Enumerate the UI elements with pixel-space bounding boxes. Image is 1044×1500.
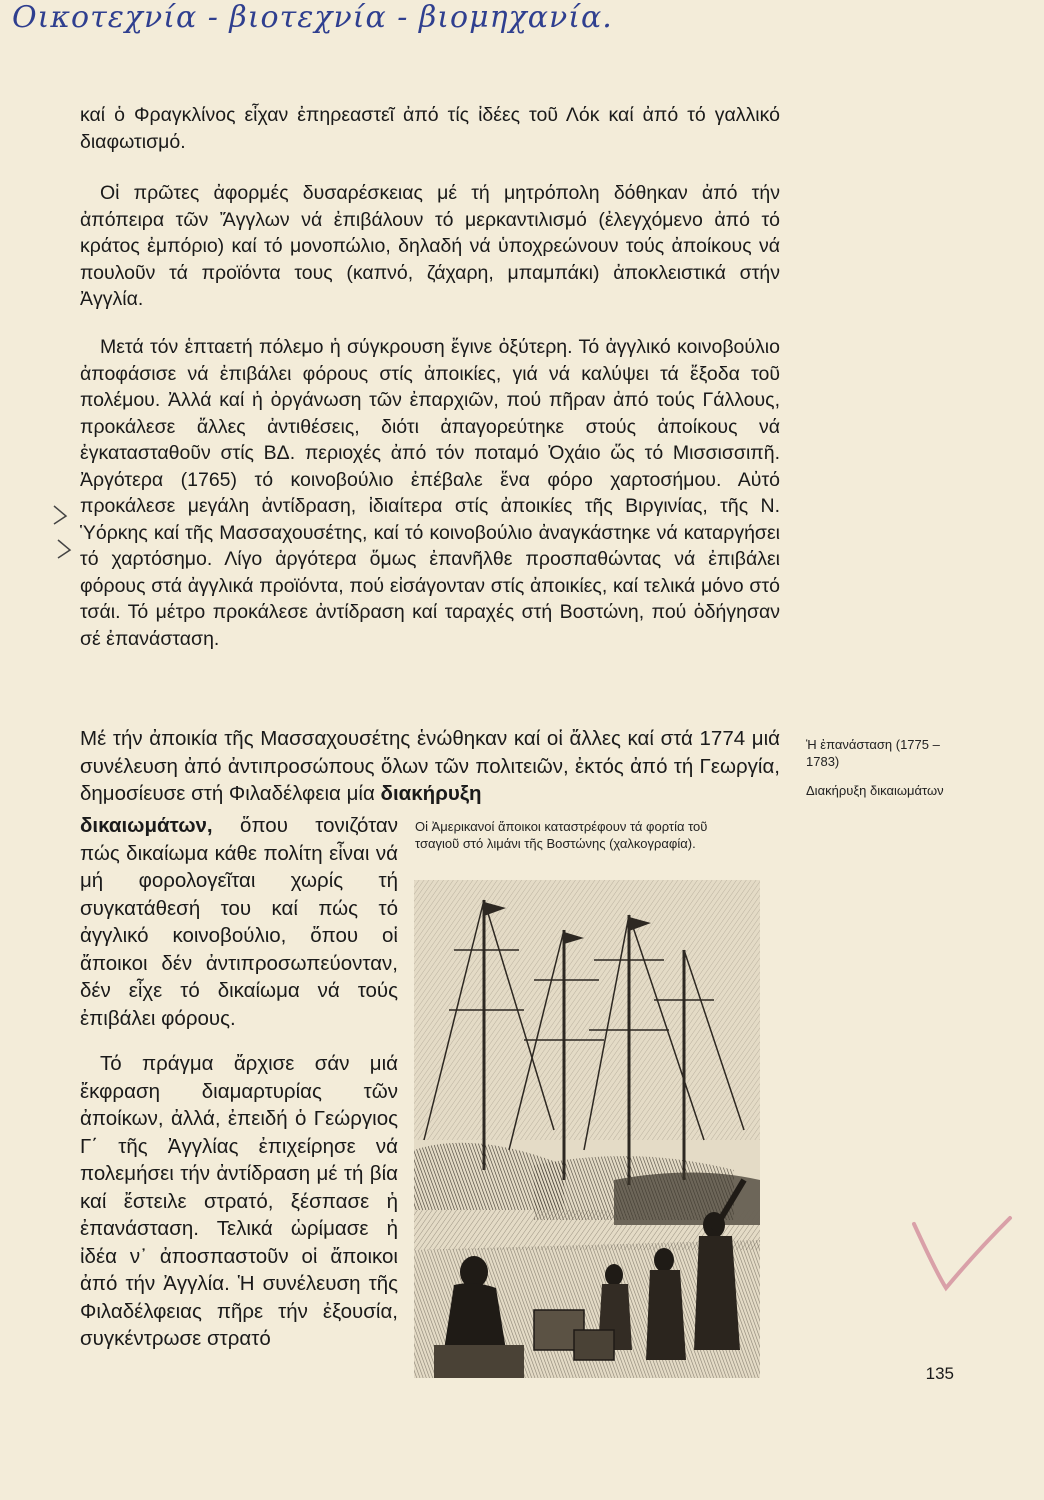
- declaration-intro-text: Μέ τήν ἀποικία τῆς Μασσαχουσέτης ἑνώθηκαν καί οἱ ἄλλες καί στά 1774 μιά συνέλευση ἀπό ἀντιπροσώπους ὅλων τῶν πολιτειῶν, ἐκτός ἀπό τή Γεωργία, δημοσίευσε στή Φιλαδέλφεια μία: [80, 727, 780, 805]
- pencil-check-mark: [906, 1212, 1016, 1294]
- declaration-term: διακήρυξη: [380, 782, 482, 805]
- rights-term: δικαιωμάτων,: [80, 814, 213, 837]
- boston-tea-party-engraving: [414, 880, 760, 1378]
- margin-tick-mark: [54, 536, 76, 562]
- handwritten-note: Οικοτεχνία - βιοτεχνία - βιομηχανία.: [12, 0, 613, 35]
- paragraph-seven-years-war: Μετά τόν ἑπταετή πόλεμο ἡ σύγκρουση ἔγινε ὀξύτερη. Τό ἀγγλικό κοινοβούλιο ἀποφάσισε νά ἐπιβάλει φόρους στίς ἀποικίες, γιά νά καλύψει τά ἔξοδα τοῦ πολέμου. Ἀλλά καί ἡ ὀργάνωση τῶν ἐπαρχιῶν, πού πῆραν ἀπό τούς Γάλλους, προκάλεσε ἄλλες ἀντιθέσεις, διότι ἀπαγορεύτηκε στούς ἀποίκους νά ἐγκατασταθοῦν στίς ΒΔ. περιοχές ἀπό τόν ποταμό Ὀχάιο ὥς τό Μισσισσιπῆ. Ἀργότερα (1765) τό κοινοβούλιο ἐπέβαλε ἕνα φόρο χαρτοσήμου. Αὐτό προκάλεσε μεγάλη ἀντίδραση, ἰδιαίτερα στίς ἀποικίες τῆς Βιργινίας, τῆς Ν. Ὑόρκης καί τῆς Μασσαχουσέτης, καί τό κοινοβούλιο ἀναγκάστηκε νά καταργήσει τό χαρτόσημο. Λίγο ἀργότερα ὅμως ἐπανῆλθε προσπαθώντας νά ἐπιβάλει φόρους στά ἀγγλικά προϊόντα, πού εἰσάγονταν στίς ἀποικίες, καί τελικά μόνο στό τσάι. Τό μέτρο προκάλεσε ἀντίδραση καί ταραχές στή Βοστώνη, πού ὁδήγησαν σέ ἐπανάσταση.: [80, 336, 780, 650]
- paragraph-enlightenment: καί ὁ Φραγκλίνος εἶχαν ἐπηρεαστεῖ ἀπό τίς ἰδέες τοῦ Λόκ καί ἀπό τό γαλλικό διαφωτισμό.: [80, 104, 780, 153]
- margin-tick-mark: [50, 502, 72, 528]
- margin-note-revolution: Ἡ ἐπανάσταση (1775 – 1783): [806, 737, 940, 769]
- rights-text: ὅπου τονιζόταν πώς δικαίωμα κάθε πολίτη εἶναι νά μή φορολογεῖται χωρίς τή συγκατάθεσή του καί πώς τό ἀγγλικό κοινοβούλιο, ὅπου οἱ ἄποικοι δέν ἀντιπροσωπεύονταν, δέν εἶχε τό δικαίωμα νά τούς ἐπιβάλει φόρους.: [80, 814, 399, 1030]
- image-caption: Οἱ Ἀμερικανοί ἄποικοι καταστρέφουν τά φορτία τοῦ τσαγιοῦ στό λιμάνι τῆς Βοστώνης (χαλκογραφία).: [415, 819, 708, 851]
- paragraph-declaration-rights: [80, 812, 398, 1032]
- paragraph-revolution: Τό πράγμα ἄρχισε σάν μιά ἔκφραση διαμαρτυρίας τῶν ἀποίκων, ἀλλά, ἐπειδή ὁ Γεώργιος Γ΄ τῆς Ἀγγλίας ἐπιχείρησε νά πολεμήσει τήν ἀντίδραση μέ τή βία καί ἔστειλε στρατό, ξέσπασε ἡ ἐπανάσταση. Τελικά ὡρίμασε ἡ ἰδέα ν᾿ ἀποσπαστοῦν οἱ ἄποικοι ἀπό τήν Ἀγγλία. Ἡ συνέλευση τῆς Φιλαδέλφειας πῆρε τήν ἐξουσία, συγκέντρωσε στρατό: [80, 1052, 398, 1350]
- paragraph-mercantilism: Οἱ πρῶτες ἀφορμές δυσαρέσκειας μέ τή μητρόπολη δόθηκαν ἀπό τήν ἀπόπειρα τῶν Ἄγγλων νά ἐπιβάλουν τό μερκαντιλισμό (ἐλεγχόμενο ἀπό τό κράτος ἐμπόριο) καί τό μονοπώλιο, δηλαδή νά ὑποχρεώνουν τούς ἀποίκους νά πουλοῦν τά προϊόντα τους (καπνό, ζάχαρη, μπαμπάκι) ἀποκλειστικά στήν Ἀγγλία.: [80, 182, 780, 310]
- engraving-drawing: [414, 880, 760, 1378]
- margin-note-declaration: Διακήρυξη δικαιωμάτων: [806, 783, 944, 798]
- paragraph-declaration-intro: [80, 725, 780, 808]
- page-number: 135: [925, 1364, 954, 1383]
